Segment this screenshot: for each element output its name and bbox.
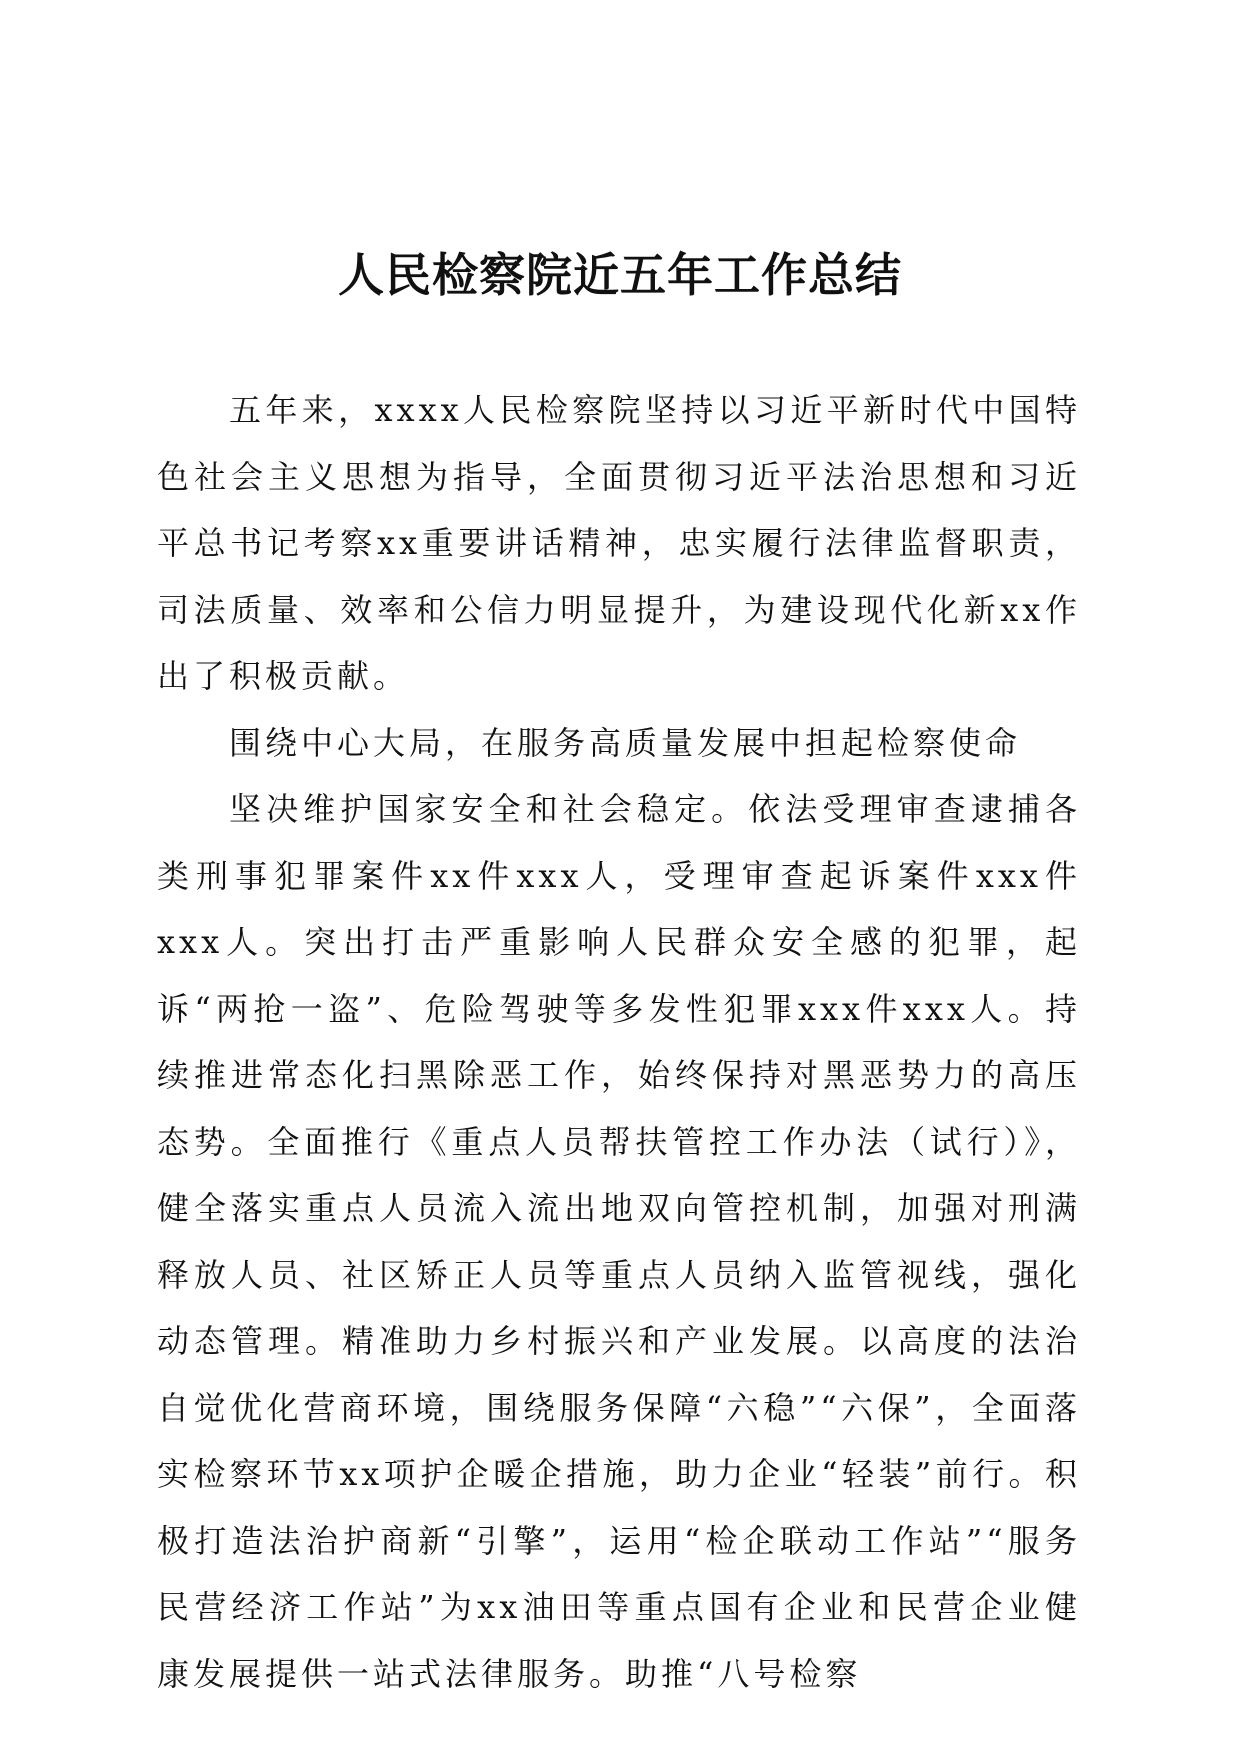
body-paragraph: 坚决维护国家安全和社会稳定。依法受理审查逮捕各类刑事犯罪案件xx件xxx人，受理审查起诉案件xxx件xxx人。突出打击严重影响人民群众安全感的犯罪，起诉“两抢一盗”、危险驾驶等多发性犯罪xxx件xxx人。持续推进常态化扫黑除恶工作，始终保持对黑恶势力的高压态势。全面推行《重点人员帮扶管控工作办法（试行）》，健全落实重点人员流入流出地双向管控机制，加强对刑满释放人员、社区矫正人员等重点人员纳入监管视线，强化动态管理。精准助力乡村振兴和产业发展。以高度的法治自觉优化营商环境，围绕服务保障“六稳”“六保”，全面落实检察环节xx项护企暖企措施，助力企业“轻装”前行。积极打造法治护商新“引擎”，运用“检企联动工作站”“服务民营经济工作站”为xx油田等重点国有企业和民营企业健康发展提供一站式法律服务。助推“八号检察 [157, 790, 1081, 1693]
intro-paragraph: 五年来，xxxx人民检察院坚持以习近平新时代中国特色社会主义思想为指导，全面贯彻习近平法治思想和习近平总书记考察xx重要讲话精神，忠实履行法律监督职责，司法质量、效率和公信力明显提升，为建设现代化新xx作出了积极贡献。 [157, 391, 1081, 695]
document-body [157, 377, 1081, 1707]
document-title: 人民检察院近五年工作总结 [338, 248, 902, 302]
section-heading: 围绕中心大局，在服务高质量发展中担起检察使命 [229, 723, 1022, 762]
